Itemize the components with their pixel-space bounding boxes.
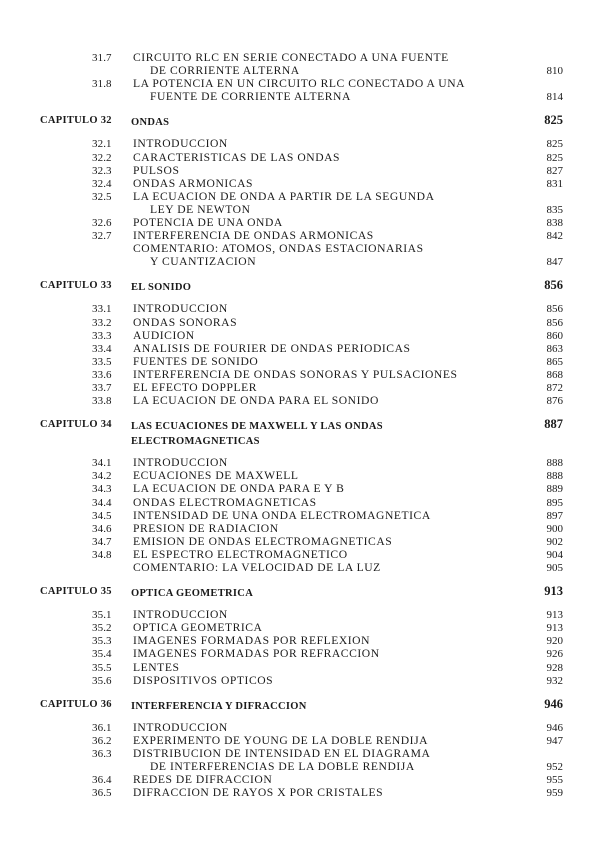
section-title: FUENTES DE SONIDO — [133, 354, 259, 368]
chapter-title: LAS ECUACIONES DE MAXWELL Y LAS ONDAS — [131, 421, 383, 433]
section-title: INTRODUCCION — [133, 720, 228, 734]
section-number: 33.4 — [92, 342, 112, 355]
section-number: 34.3 — [92, 483, 112, 496]
section-page-number: 835 — [546, 203, 563, 216]
section-title: Y CUANTIZACION — [150, 255, 257, 269]
section-page-number: 947 — [546, 734, 563, 747]
section-page-number: 897 — [546, 509, 563, 522]
section-page-number: 900 — [546, 522, 563, 535]
chapter-page-number: 887 — [544, 417, 563, 432]
section-title: LA ECUACION DE ONDA A PARTIR DE LA SEGUNDA — [133, 189, 435, 203]
section-page-number: 913 — [546, 609, 563, 622]
section-title: ONDAS ELECTROMAGNETICAS — [133, 495, 317, 509]
section-number: 35.5 — [92, 661, 112, 674]
section-number: 34.8 — [92, 548, 112, 561]
chapter-title: OPTICA GEOMETRICA — [131, 588, 254, 600]
section-number: 35.4 — [92, 648, 112, 661]
section-title: LENTES — [133, 660, 180, 674]
section-title: DE CORRIENTE ALTERNA — [150, 64, 300, 78]
section-number: 32.6 — [92, 217, 112, 229]
section-page-number: 827 — [546, 164, 563, 177]
section-number: 35.3 — [92, 635, 112, 648]
section-page-number: 889 — [546, 483, 563, 496]
section-page-number: 847 — [546, 256, 563, 269]
chapter-title: ONDAS — [131, 117, 170, 129]
section-page-number: 872 — [546, 382, 563, 394]
section-page-number: 842 — [546, 230, 563, 243]
section-title: INTRODUCCION — [133, 608, 228, 622]
chapter-title: ELECTROMAGNETICAS — [131, 436, 260, 448]
section-number: 36.1 — [92, 721, 112, 734]
section-number: 34.4 — [92, 496, 112, 509]
section-title: LEY DE NEWTON — [150, 202, 251, 216]
section-title: EL EFECTO DOPPLER — [133, 381, 258, 394]
section-title: INTRODUCCION — [133, 302, 228, 316]
section-page-number: 838 — [546, 217, 563, 229]
section-page-number: 814 — [546, 91, 563, 104]
section-number: 35.6 — [92, 674, 112, 687]
section-number: 36.5 — [92, 787, 112, 800]
section-number: 34.6 — [92, 522, 112, 535]
section-title: INTENSIDAD DE UNA ONDA ELECTROMAGNETICA — [133, 508, 431, 522]
section-title: PRESION DE RADIACION — [133, 521, 279, 535]
section-page-number: 868 — [546, 368, 563, 381]
section-number: 31.7 — [92, 52, 112, 64]
section-number: 36.4 — [92, 774, 112, 787]
section-title: INTERFERENCIA DE ONDAS SONORAS Y PULSACIONES — [133, 367, 458, 381]
section-title: COMENTARIO: LA VELOCIDAD DE LA LUZ — [133, 561, 381, 574]
section-title: INTRODUCCION — [133, 456, 228, 470]
section-title: LA ECUACION DE ONDA PARA E Y B — [133, 482, 345, 496]
chapter-label: CAPITULO 33 — [40, 280, 112, 292]
section-number: 33.6 — [92, 368, 112, 381]
section-page-number: 888 — [546, 470, 563, 483]
section-number: 35.2 — [92, 622, 112, 635]
section-title: EL ESPECTRO ELECTROMAGNETICO — [133, 547, 348, 561]
section-title: REDES DE DIFRACCION — [133, 773, 273, 787]
section-title: LA ECUACION DE ONDA PARA EL SONIDO — [133, 394, 379, 408]
section-title: DE INTERFERENCIAS DE LA DOBLE RENDIJA — [150, 760, 415, 773]
section-number: 32.7 — [92, 230, 112, 243]
section-title: ECUACIONES DE MAXWELL — [133, 469, 299, 483]
section-number: 33.1 — [92, 303, 112, 316]
section-number: 35.1 — [92, 609, 112, 622]
section-page-number: 863 — [546, 342, 563, 355]
section-number: 32.2 — [92, 151, 112, 164]
section-page-number: 959 — [546, 787, 563, 800]
section-number: 32.5 — [92, 190, 112, 203]
section-page-number: 810 — [546, 65, 563, 78]
chapter-label: CAPITULO 34 — [40, 419, 112, 431]
section-page-number: 856 — [546, 316, 563, 329]
section-title: AUDICION — [133, 328, 195, 342]
section-number: 34.2 — [92, 470, 112, 483]
section-title: PULSOS — [133, 163, 180, 177]
section-page-number: 865 — [546, 355, 563, 368]
section-number: 34.7 — [92, 535, 112, 548]
section-title: FUENTE DE CORRIENTE ALTERNA — [150, 90, 351, 104]
chapter-page-number: 825 — [544, 113, 563, 128]
section-title: IMAGENES FORMADAS POR REFLEXION — [133, 634, 371, 648]
section-title: EMISION DE ONDAS ELECTROMAGNETICAS — [133, 534, 393, 548]
section-page-number: 946 — [546, 721, 563, 734]
chapter-page-number: 913 — [544, 584, 563, 599]
section-page-number: 955 — [546, 774, 563, 787]
section-title: IMAGENES FORMADAS POR REFRACCION — [133, 647, 380, 661]
section-page-number: 860 — [546, 329, 563, 342]
section-page-number: 913 — [546, 622, 563, 635]
section-page-number: 825 — [546, 151, 563, 164]
section-title: POTENCIA DE UNA ONDA — [133, 216, 283, 229]
section-number: 33.3 — [92, 329, 112, 342]
chapter-page-number: 946 — [544, 696, 563, 711]
section-page-number: 904 — [546, 548, 563, 561]
chapter-label: CAPITULO 36 — [40, 698, 112, 710]
chapter-title: INTERFERENCIA Y DIFRACCION — [131, 700, 307, 712]
section-number: 32.4 — [92, 177, 112, 190]
section-page-number: 932 — [546, 674, 563, 687]
section-page-number: 895 — [546, 496, 563, 509]
section-number: 36.3 — [92, 747, 112, 760]
section-number: 32.3 — [92, 164, 112, 177]
section-number: 32.1 — [92, 138, 112, 151]
section-title: ANALISIS DE FOURIER DE ONDAS PERIODICAS — [133, 341, 411, 355]
section-page-number: 831 — [546, 177, 563, 190]
section-title: EXPERIMENTO DE YOUNG DE LA DOBLE RENDIJA — [133, 733, 429, 747]
section-page-number: 926 — [546, 648, 563, 661]
section-number: 33.7 — [92, 382, 112, 394]
section-number: 34.5 — [92, 509, 112, 522]
section-title: INTRODUCCION — [133, 137, 228, 151]
section-page-number: 920 — [546, 635, 563, 648]
section-number: 36.2 — [92, 734, 112, 747]
section-title: ONDAS SONORAS — [133, 315, 238, 329]
section-title: CARACTERISTICAS DE LAS ONDAS — [133, 150, 341, 164]
section-page-number: 952 — [546, 761, 563, 773]
section-page-number: 928 — [546, 661, 563, 674]
section-page-number: 902 — [546, 535, 563, 548]
section-title: LA POTENCIA EN UN CIRCUITO RLC CONECTADO A UNA — [133, 77, 466, 91]
section-title: CIRCUITO RLC EN SERIE CONECTADO A UNA FUENTE — [133, 51, 449, 64]
chapter-page-number: 856 — [544, 278, 563, 293]
section-title: OPTICA GEOMETRICA — [133, 621, 263, 635]
section-title: INTERFERENCIA DE ONDAS ARMONICAS — [133, 229, 374, 243]
section-page-number: 888 — [546, 457, 563, 470]
section-number: 33.8 — [92, 395, 112, 408]
chapter-label: CAPITULO 32 — [40, 115, 112, 127]
section-title: COMENTARIO: ATOMOS, ONDAS ESTACIONARIAS — [133, 242, 424, 256]
section-number: 34.1 — [92, 457, 112, 470]
section-number: 31.8 — [92, 78, 112, 91]
section-number: 33.2 — [92, 316, 112, 329]
section-page-number: 905 — [546, 562, 563, 574]
section-page-number: 825 — [546, 138, 563, 151]
section-title: ONDAS ARMONICAS — [133, 176, 254, 190]
section-page-number: 856 — [546, 303, 563, 316]
section-title: DISPOSITIVOS OPTICOS — [133, 673, 274, 687]
section-title: DIFRACCION DE RAYOS X POR CRISTALES — [133, 786, 384, 800]
chapter-title: EL SONIDO — [131, 282, 192, 294]
chapter-label: CAPITULO 35 — [40, 586, 112, 598]
section-page-number: 876 — [546, 395, 563, 408]
section-title: DISTRIBUCION DE INTENSIDAD EN EL DIAGRAMA — [133, 746, 431, 760]
section-number: 33.5 — [92, 355, 112, 368]
